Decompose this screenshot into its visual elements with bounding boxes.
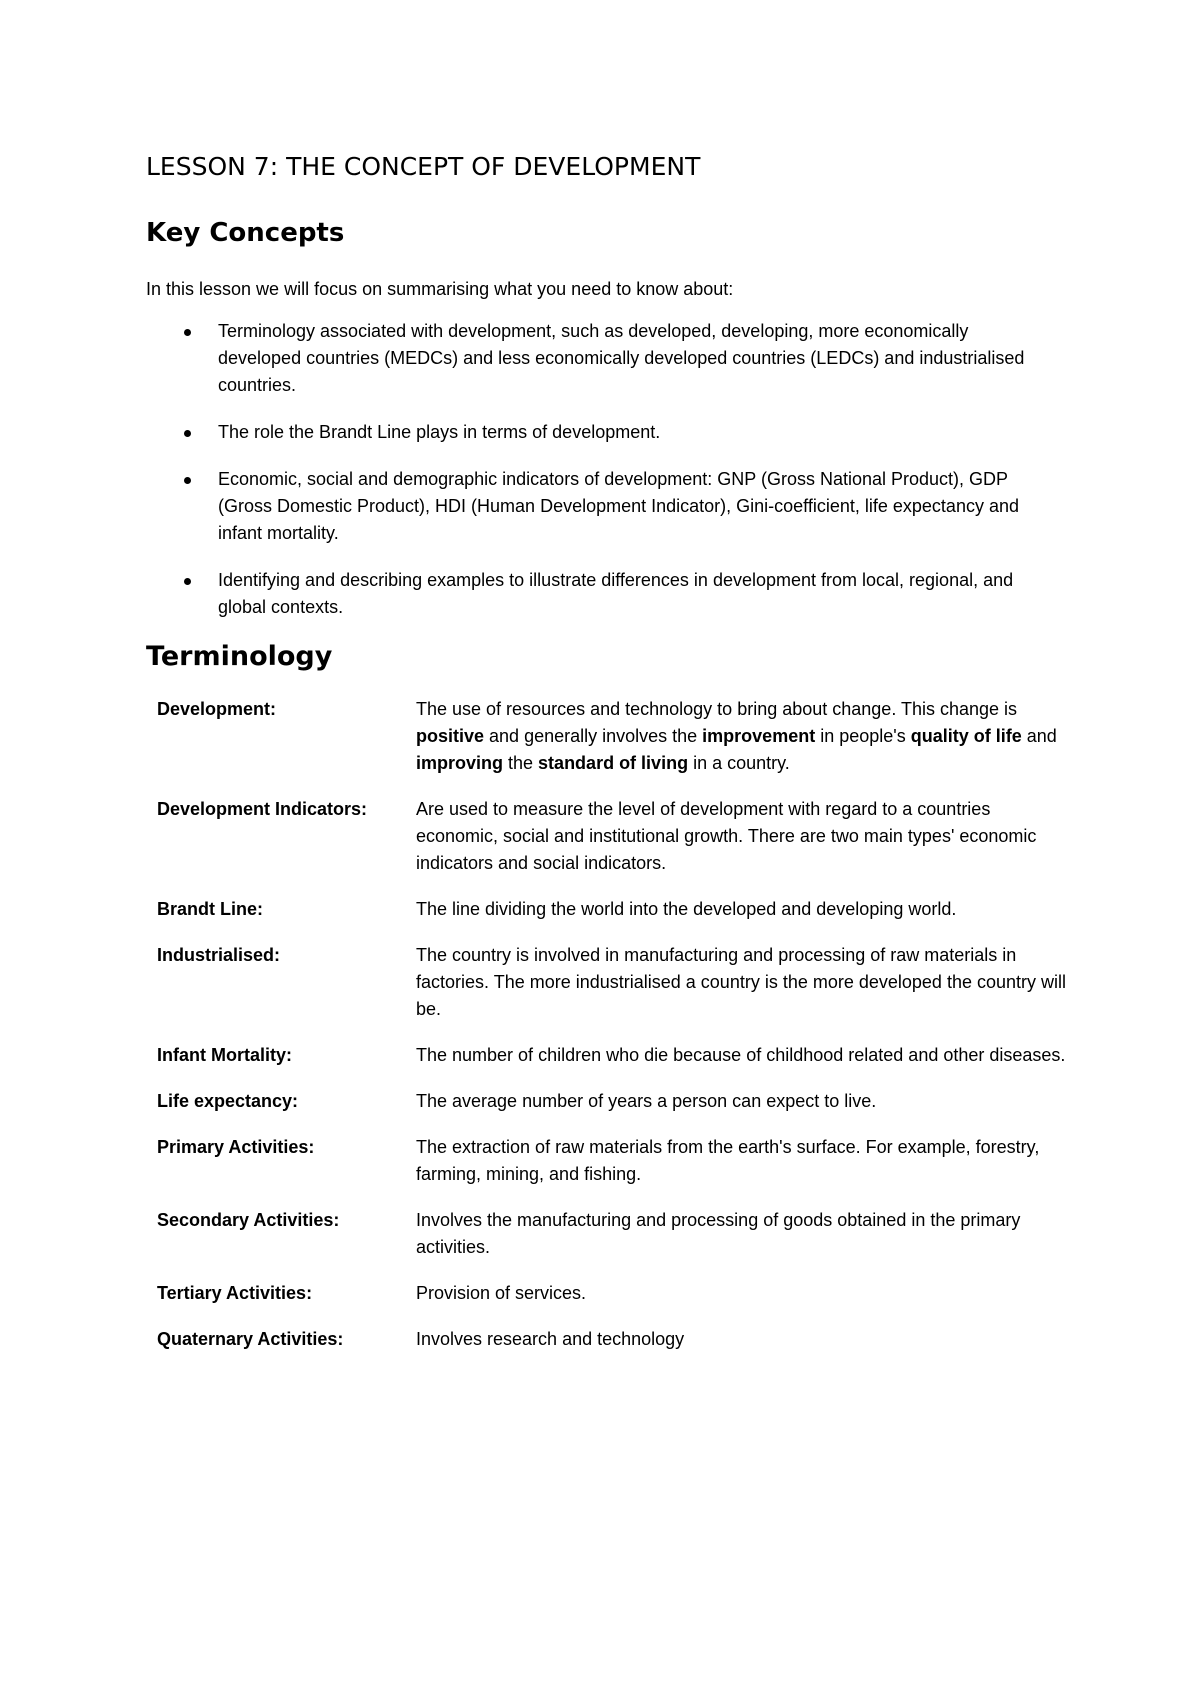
- term-row: [157, 1134, 1086, 1188]
- term-label: Tertiary Activities:: [157, 1283, 313, 1303]
- bullet-icon: [184, 477, 191, 484]
- term-definition: [416, 1280, 1066, 1307]
- definition-text: Provision of services.: [416, 1283, 587, 1303]
- term-label: Secondary Activities:: [157, 1210, 340, 1230]
- term-definition: [416, 942, 1066, 1023]
- definition-text: The country is involved in manufacturing and processing of raw materials in factories. The more industrialised a country is the more developed the country will be.: [416, 945, 1066, 1019]
- term-label: Infant Mortality:: [157, 1045, 292, 1065]
- term-definition: [416, 796, 1066, 877]
- term-definition: [416, 896, 1066, 923]
- term-definition: [416, 1207, 1066, 1261]
- term-row: [157, 1326, 1086, 1353]
- term-definition: [416, 1042, 1066, 1069]
- term-row: [157, 1042, 1086, 1069]
- definition-text: The average number of years a person can expect to live.: [416, 1091, 877, 1111]
- definition-text: and generally involves the: [484, 726, 703, 746]
- lesson-title: LESSON 7: THE CONCEPT OF DEVELOPMENT: [146, 152, 701, 181]
- definition-emphasis: standard of living: [538, 753, 689, 773]
- definition-emphasis: improving: [416, 753, 504, 773]
- definition-text: The use of resources and technology to bring about change. This change is: [416, 699, 1018, 719]
- definition-text: in people's: [815, 726, 911, 746]
- term-label: Primary Activities:: [157, 1137, 315, 1157]
- list-item: [146, 318, 1048, 399]
- definition-text: The extraction of raw materials from the earth's surface. For example, forestry, farming, mining, and fishing.: [416, 1137, 1040, 1184]
- intro-text: In this lesson we will focus on summarising what you need to know about:: [146, 279, 734, 299]
- bullet-icon: [184, 430, 191, 437]
- term-definition: [416, 1134, 1066, 1188]
- term-row: [157, 696, 1086, 777]
- term-label: Life expectancy:: [157, 1091, 299, 1111]
- term-label: Industrialised:: [157, 945, 281, 965]
- bullet-text: Economic, social and demographic indicators of development: GNP (Gross National Product), GDP (Gross Domestic Product), HDI (Human Development Indicator), Gini-coefficient, life expectancy and infant mortality.: [218, 469, 1019, 543]
- definition-text: Involves research and technology: [416, 1329, 685, 1349]
- list-item: [146, 567, 1048, 621]
- key-concepts-list: [146, 318, 1086, 621]
- term-row: [157, 942, 1086, 1023]
- definition-text: Are used to measure the level of development with regard to a countries economic, social and institutional growth. There are two main types' economic indicators and social indicators.: [416, 799, 1037, 873]
- definition-text: in a country.: [688, 753, 790, 773]
- term-row: [157, 1207, 1086, 1261]
- definition-text: the: [503, 753, 539, 773]
- term-definition: [416, 1326, 1066, 1353]
- key-concepts-heading: Key Concepts: [146, 218, 345, 248]
- term-row: [157, 1280, 1086, 1307]
- bullet-icon: [184, 578, 191, 585]
- term-label: Development Indicators:: [157, 799, 368, 819]
- term-label: Development:: [157, 699, 277, 719]
- definition-text: Involves the manufacturing and processing of goods obtained in the primary activities.: [416, 1210, 1021, 1257]
- definition-text: The number of children who die because of childhood related and other diseases.: [416, 1045, 1066, 1065]
- term-row: [157, 1088, 1086, 1115]
- bullet-icon: [184, 329, 191, 336]
- term-definition: [416, 696, 1066, 777]
- term-label: Quaternary Activities:: [157, 1329, 344, 1349]
- document-page: [146, 140, 1086, 1372]
- definition-text: The line dividing the world into the developed and developing world.: [416, 899, 957, 919]
- terminology-heading: Terminology: [146, 641, 333, 672]
- terminology-table: [157, 696, 1086, 1353]
- definition-emphasis: quality of life: [910, 726, 1022, 746]
- list-item: [146, 419, 1048, 446]
- bullet-text: Identifying and describing examples to illustrate differences in development from local, regional, and global contexts.: [218, 570, 1014, 617]
- definition-text: and: [1021, 726, 1057, 746]
- bullet-text: Terminology associated with development, such as developed, developing, more economically developed countries (MEDCs) and less economically developed countries (LEDCs) and industrialised countries.: [218, 321, 1025, 395]
- bullet-text: The role the Brandt Line plays in terms of development.: [218, 422, 661, 442]
- term-row: [157, 896, 1086, 923]
- definition-emphasis: improvement: [702, 726, 816, 746]
- term-label: Brandt Line:: [157, 899, 263, 919]
- term-row: [157, 796, 1086, 877]
- list-item: [146, 466, 1048, 547]
- term-definition: [416, 1088, 1066, 1115]
- definition-emphasis: positive: [416, 726, 485, 746]
